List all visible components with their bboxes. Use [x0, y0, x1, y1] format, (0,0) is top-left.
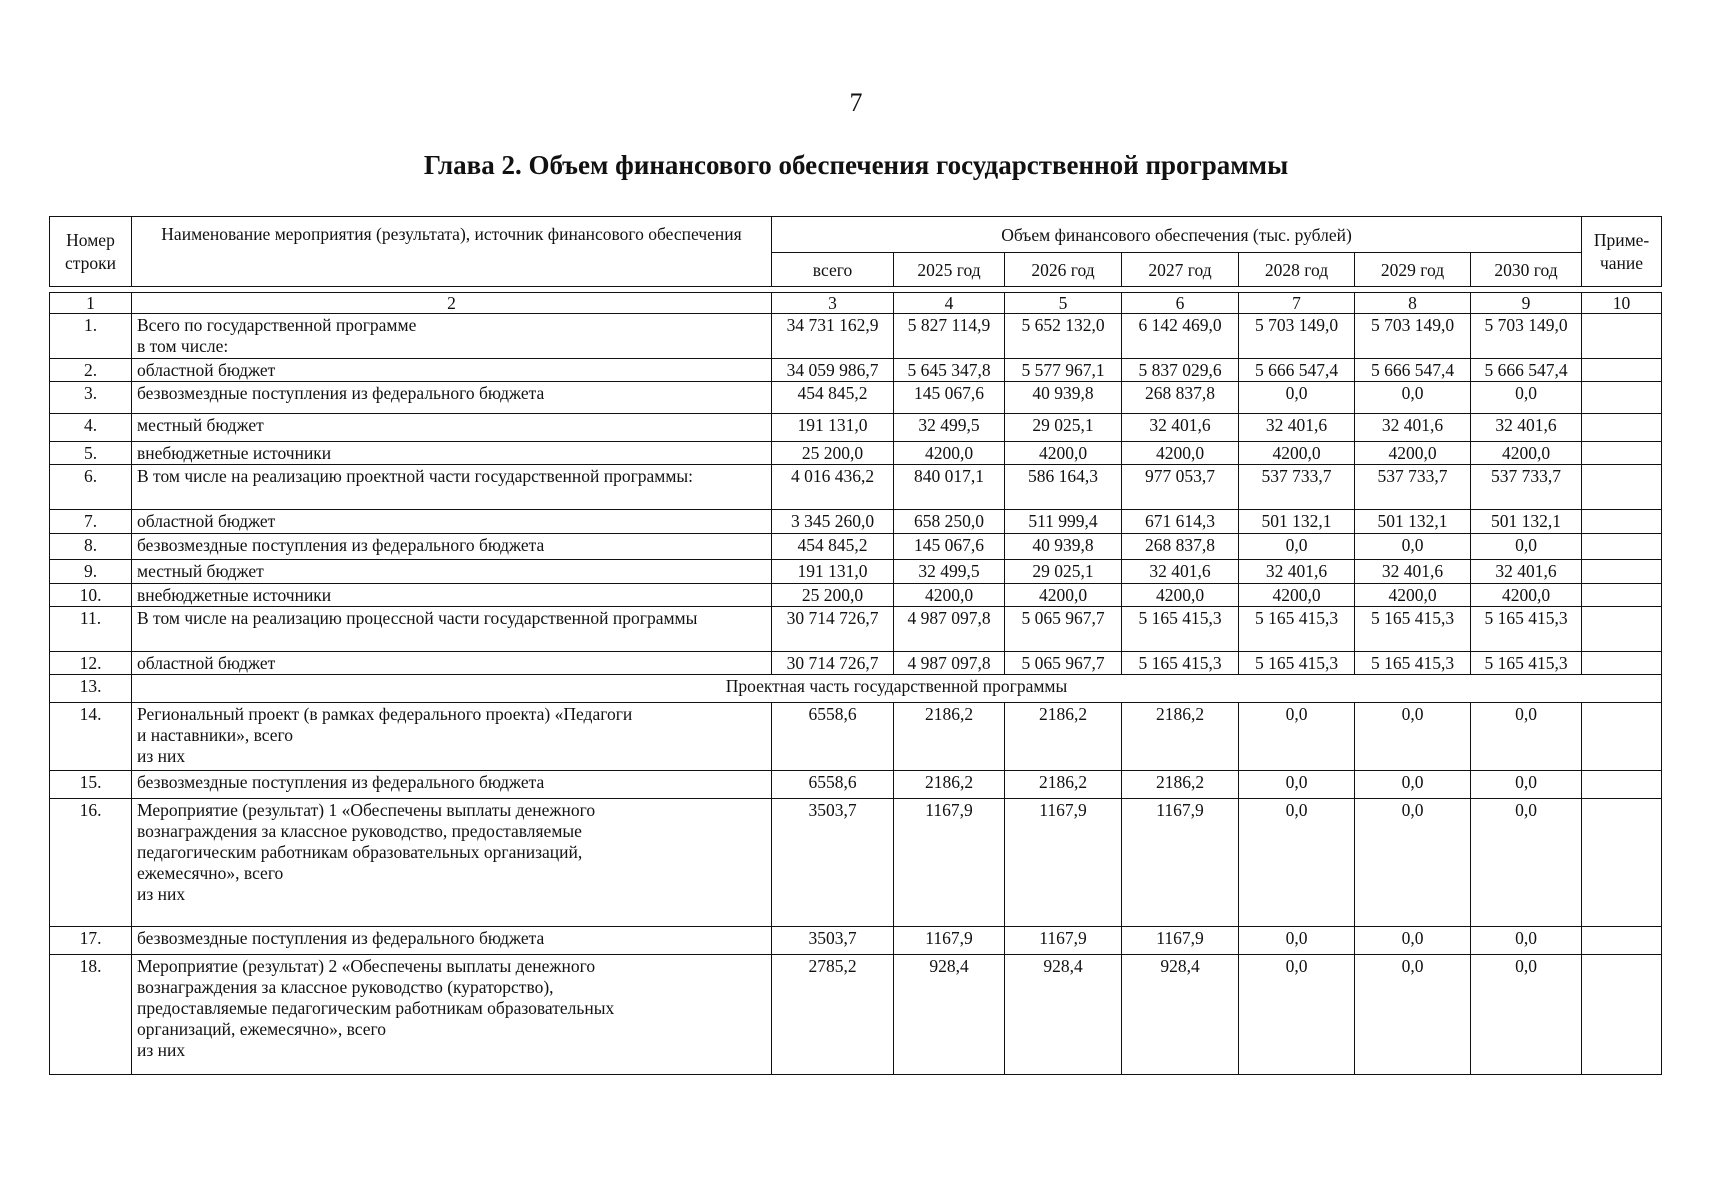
row-name: безвозмездные поступления из федерального бюджета [132, 382, 772, 414]
value-2025: 32 499,5 [894, 560, 1005, 584]
table-row [50, 675, 1662, 703]
value-2028: 5 165 415,3 [1239, 652, 1355, 675]
row-note [1582, 359, 1662, 382]
column-index: 1 [50, 293, 132, 314]
value-2030: 5 666 547,4 [1471, 359, 1582, 382]
value-total: 6558,6 [772, 703, 894, 771]
value-2025: 928,4 [894, 955, 1005, 1075]
page-number: 7 [849, 88, 863, 117]
value-2026: 29 025,1 [1005, 560, 1122, 584]
value-total: 3503,7 [772, 927, 894, 955]
value-2030: 537 733,7 [1471, 465, 1582, 510]
value-2028: 0,0 [1239, 382, 1355, 414]
table-row [50, 442, 1662, 465]
value-total: 3503,7 [772, 799, 894, 927]
value-2029: 537 733,7 [1355, 465, 1471, 510]
row-name: областной бюджет [132, 652, 772, 675]
value-2027: 977 053,7 [1122, 465, 1239, 510]
row-note [1582, 799, 1662, 927]
header-year-2027: 2027 год [1122, 253, 1239, 287]
value-2030: 0,0 [1471, 703, 1582, 771]
value-2027: 2186,2 [1122, 771, 1239, 799]
value-2029: 0,0 [1355, 799, 1471, 927]
row-note [1582, 927, 1662, 955]
value-2025: 658 250,0 [894, 510, 1005, 534]
table-row [50, 414, 1662, 442]
value-2030: 5 165 415,3 [1471, 652, 1582, 675]
column-index: 9 [1471, 293, 1582, 314]
value-2026: 4200,0 [1005, 442, 1122, 465]
value-total: 34 731 162,9 [772, 314, 894, 359]
value-2028: 4200,0 [1239, 584, 1355, 607]
value-2029: 0,0 [1355, 703, 1471, 771]
row-note [1582, 442, 1662, 465]
value-2029: 32 401,6 [1355, 560, 1471, 584]
value-2025: 2186,2 [894, 703, 1005, 771]
row-name: внебюджетные источники [132, 584, 772, 607]
row-name: областной бюджет [132, 510, 772, 534]
table-row [50, 607, 1662, 652]
value-2026: 29 025,1 [1005, 414, 1122, 442]
value-2025: 5 827 114,9 [894, 314, 1005, 359]
value-2026: 40 939,8 [1005, 534, 1122, 560]
value-2029: 5 165 415,3 [1355, 652, 1471, 675]
table-row [50, 314, 1662, 359]
chapter-title: Глава 2. Объем финансового обеспечения государственной программы [423, 150, 1289, 180]
value-2027: 671 614,3 [1122, 510, 1239, 534]
row-note [1582, 607, 1662, 652]
value-2029: 5 165 415,3 [1355, 607, 1471, 652]
value-2028: 0,0 [1239, 955, 1355, 1075]
row-number: 13. [50, 675, 132, 703]
value-2030: 4200,0 [1471, 584, 1582, 607]
value-total: 25 200,0 [772, 442, 894, 465]
value-2027: 5 165 415,3 [1122, 607, 1239, 652]
value-2027: 928,4 [1122, 955, 1239, 1075]
value-2026: 5 577 967,1 [1005, 359, 1122, 382]
table-row [50, 652, 1662, 675]
value-2026: 5 065 967,7 [1005, 652, 1122, 675]
value-2025: 2186,2 [894, 771, 1005, 799]
value-2030: 0,0 [1471, 382, 1582, 414]
row-name: Мероприятие (результат) 2 «Обеспечены выплаты денежного вознаграждения за классное руководство (кураторство), предоставляемые педагогическим работникам образовательных организаций, ежемесячно», всего из них [132, 955, 772, 1075]
value-2026: 586 164,3 [1005, 465, 1122, 510]
value-total: 6558,6 [772, 771, 894, 799]
value-2028: 0,0 [1239, 534, 1355, 560]
column-index: 7 [1239, 293, 1355, 314]
row-number: 6. [50, 465, 132, 510]
row-note [1582, 534, 1662, 560]
row-note [1582, 584, 1662, 607]
value-total: 3 345 260,0 [772, 510, 894, 534]
section-heading: Проектная часть государственной программы [132, 675, 1662, 703]
column-index: 5 [1005, 293, 1122, 314]
row-name: внебюджетные источники [132, 442, 772, 465]
row-number: 1. [50, 314, 132, 359]
row-number: 14. [50, 703, 132, 771]
row-name: областной бюджет [132, 359, 772, 382]
header-year-2030: 2030 год [1471, 253, 1582, 287]
value-2026: 1167,9 [1005, 799, 1122, 927]
header-year-2028: 2028 год [1239, 253, 1355, 287]
table-row [50, 560, 1662, 584]
row-number: 12. [50, 652, 132, 675]
row-number: 9. [50, 560, 132, 584]
value-2026: 2186,2 [1005, 771, 1122, 799]
table-row [50, 584, 1662, 607]
row-number: 16. [50, 799, 132, 927]
value-2025: 1167,9 [894, 799, 1005, 927]
value-2026: 2186,2 [1005, 703, 1122, 771]
row-name: местный бюджет [132, 560, 772, 584]
row-note [1582, 465, 1662, 510]
value-2028: 501 132,1 [1239, 510, 1355, 534]
row-note [1582, 560, 1662, 584]
header-year-2026: 2026 год [1005, 253, 1122, 287]
row-number: 11. [50, 607, 132, 652]
value-2029: 0,0 [1355, 382, 1471, 414]
value-2025: 4200,0 [894, 442, 1005, 465]
value-2026: 928,4 [1005, 955, 1122, 1075]
value-2030: 0,0 [1471, 955, 1582, 1075]
row-name: Региональный проект (в рамках федерального проекта) «Педагоги и наставники», всего из них [132, 703, 772, 771]
row-note [1582, 771, 1662, 799]
row-note [1582, 414, 1662, 442]
value-2026: 40 939,8 [1005, 382, 1122, 414]
value-2025: 145 067,6 [894, 382, 1005, 414]
header-year-2025: 2025 год [894, 253, 1005, 287]
row-number: 8. [50, 534, 132, 560]
value-2027: 1167,9 [1122, 927, 1239, 955]
value-2030: 5 165 415,3 [1471, 607, 1582, 652]
value-total: 30 714 726,7 [772, 607, 894, 652]
table-row [50, 359, 1662, 382]
value-2030: 0,0 [1471, 534, 1582, 560]
value-2029: 5 666 547,4 [1355, 359, 1471, 382]
row-number: 4. [50, 414, 132, 442]
column-index: 4 [894, 293, 1005, 314]
value-2025: 1167,9 [894, 927, 1005, 955]
value-2025: 32 499,5 [894, 414, 1005, 442]
row-name: местный бюджет [132, 414, 772, 442]
value-total: 2785,2 [772, 955, 894, 1075]
row-name: безвозмездные поступления из федерального бюджета [132, 927, 772, 955]
row-note [1582, 703, 1662, 771]
value-total: 454 845,2 [772, 534, 894, 560]
value-2029: 4200,0 [1355, 442, 1471, 465]
value-2027: 32 401,6 [1122, 560, 1239, 584]
value-2028: 537 733,7 [1239, 465, 1355, 510]
value-2029: 5 703 149,0 [1355, 314, 1471, 359]
table-row [50, 382, 1662, 414]
header-note: Приме-чание [1582, 217, 1662, 287]
column-index: 10 [1582, 293, 1662, 314]
value-2028: 0,0 [1239, 927, 1355, 955]
value-2026: 5 065 967,7 [1005, 607, 1122, 652]
value-2029: 0,0 [1355, 534, 1471, 560]
value-2028: 4200,0 [1239, 442, 1355, 465]
value-2029: 32 401,6 [1355, 414, 1471, 442]
value-2027: 4200,0 [1122, 584, 1239, 607]
value-2027: 6 142 469,0 [1122, 314, 1239, 359]
column-index: 8 [1355, 293, 1471, 314]
value-2028: 0,0 [1239, 703, 1355, 771]
value-2027: 4200,0 [1122, 442, 1239, 465]
row-name: безвозмездные поступления из федерального бюджета [132, 771, 772, 799]
row-number: 10. [50, 584, 132, 607]
value-2030: 32 401,6 [1471, 414, 1582, 442]
column-index: 2 [132, 293, 772, 314]
row-number: 2. [50, 359, 132, 382]
row-note [1582, 652, 1662, 675]
value-2028: 5 703 149,0 [1239, 314, 1355, 359]
value-total: 191 131,0 [772, 414, 894, 442]
value-2027: 32 401,6 [1122, 414, 1239, 442]
column-index: 6 [1122, 293, 1239, 314]
value-2030: 0,0 [1471, 927, 1582, 955]
table-row [50, 927, 1662, 955]
header-row-number: Номер строки [50, 217, 132, 287]
row-name: Мероприятие (результат) 1 «Обеспечены выплаты денежного вознаграждения за классное руководство, предоставляемые педагогическим работникам образовательных организаций, ежемесячно», всего из них [132, 799, 772, 927]
table-row [50, 510, 1662, 534]
value-total: 25 200,0 [772, 584, 894, 607]
value-2029: 0,0 [1355, 771, 1471, 799]
value-2025: 4200,0 [894, 584, 1005, 607]
financing-table [49, 216, 1662, 1075]
table-row [50, 465, 1662, 510]
row-note [1582, 314, 1662, 359]
table-row [50, 703, 1662, 771]
value-total: 454 845,2 [772, 382, 894, 414]
row-name: безвозмездные поступления из федерального бюджета [132, 534, 772, 560]
header-year-2029: 2029 год [1355, 253, 1471, 287]
value-2029: 501 132,1 [1355, 510, 1471, 534]
row-note [1582, 382, 1662, 414]
row-number: 3. [50, 382, 132, 414]
value-2027: 268 837,8 [1122, 534, 1239, 560]
row-note [1582, 510, 1662, 534]
value-total: 4 016 436,2 [772, 465, 894, 510]
value-2028: 5 165 415,3 [1239, 607, 1355, 652]
table-body [50, 287, 1662, 1075]
row-name: В том числе на реализацию проектной части государственной программы: [132, 465, 772, 510]
header-volume: Объем финансового обеспечения (тыс. рублей) [772, 217, 1582, 253]
value-2026: 5 652 132,0 [1005, 314, 1122, 359]
value-2025: 145 067,6 [894, 534, 1005, 560]
row-note [1582, 955, 1662, 1075]
value-2030: 4200,0 [1471, 442, 1582, 465]
value-total: 30 714 726,7 [772, 652, 894, 675]
row-name: Всего по государственной программе в том числе: [132, 314, 772, 359]
value-total: 34 059 986,7 [772, 359, 894, 382]
row-number: 7. [50, 510, 132, 534]
value-2030: 0,0 [1471, 771, 1582, 799]
value-2026: 511 999,4 [1005, 510, 1122, 534]
column-index-row [50, 293, 1662, 314]
value-2025: 4 987 097,8 [894, 607, 1005, 652]
value-2027: 5 837 029,6 [1122, 359, 1239, 382]
value-2026: 1167,9 [1005, 927, 1122, 955]
value-2030: 501 132,1 [1471, 510, 1582, 534]
header-name: Наименование мероприятия (результата), источник финансового обеспечения [132, 217, 772, 287]
row-number: 15. [50, 771, 132, 799]
value-2028: 0,0 [1239, 799, 1355, 927]
value-2030: 0,0 [1471, 799, 1582, 927]
value-2028: 5 666 547,4 [1239, 359, 1355, 382]
value-total: 191 131,0 [772, 560, 894, 584]
value-2028: 0,0 [1239, 771, 1355, 799]
row-number: 17. [50, 927, 132, 955]
row-number: 5. [50, 442, 132, 465]
value-2028: 32 401,6 [1239, 414, 1355, 442]
table-row [50, 534, 1662, 560]
value-2028: 32 401,6 [1239, 560, 1355, 584]
value-2025: 4 987 097,8 [894, 652, 1005, 675]
value-2026: 4200,0 [1005, 584, 1122, 607]
value-2029: 0,0 [1355, 927, 1471, 955]
header-year-total: всего [772, 253, 894, 287]
value-2029: 4200,0 [1355, 584, 1471, 607]
value-2029: 0,0 [1355, 955, 1471, 1075]
value-2025: 5 645 347,8 [894, 359, 1005, 382]
column-index: 3 [772, 293, 894, 314]
table-row [50, 955, 1662, 1075]
value-2027: 1167,9 [1122, 799, 1239, 927]
value-2030: 32 401,6 [1471, 560, 1582, 584]
value-2027: 5 165 415,3 [1122, 652, 1239, 675]
table-row [50, 771, 1662, 799]
table-row [50, 799, 1662, 927]
value-2025: 840 017,1 [894, 465, 1005, 510]
value-2027: 2186,2 [1122, 703, 1239, 771]
row-number: 18. [50, 955, 132, 1075]
value-2030: 5 703 149,0 [1471, 314, 1582, 359]
row-name: В том числе на реализацию процессной части государственной программы [132, 607, 772, 652]
value-2027: 268 837,8 [1122, 382, 1239, 414]
